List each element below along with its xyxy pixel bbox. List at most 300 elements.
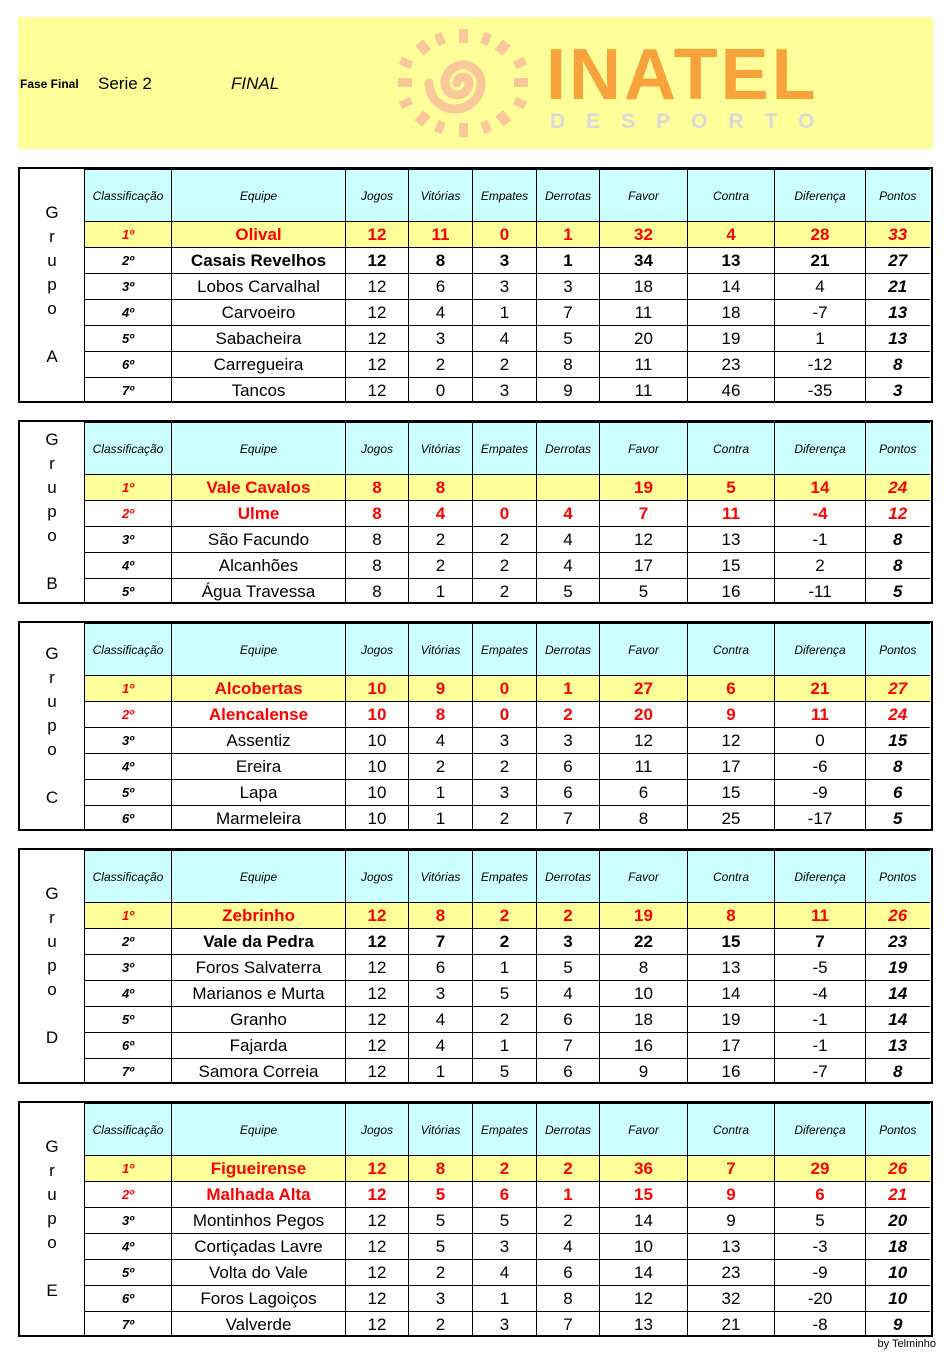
cell-pos: 3º <box>85 274 172 300</box>
cell-e: 4 <box>473 1260 537 1286</box>
cell-v: 11 <box>409 222 473 248</box>
cell-f: 19 <box>600 903 688 929</box>
cell-c: 9 <box>688 1208 775 1234</box>
cell-v: 4 <box>409 300 473 326</box>
table-header-row <box>85 624 930 676</box>
group-label-char: B <box>46 574 58 593</box>
logo-inatel: INATEL <box>546 35 819 115</box>
cell-j: 12 <box>346 1007 409 1033</box>
cell-pts: 6 <box>866 780 930 806</box>
cell-pts: 5 <box>866 579 930 605</box>
cell-pos: 7º <box>85 1059 172 1085</box>
cell-pts: 10 <box>866 1260 930 1286</box>
cell-f: 10 <box>600 981 688 1007</box>
column-header: Equipe <box>172 851 346 903</box>
column-header: Contra <box>688 851 775 903</box>
cell-pts: 10 <box>866 1286 930 1312</box>
cell-e: 2 <box>473 579 537 605</box>
cell-pts: 14 <box>866 981 930 1007</box>
cell-v: 2 <box>409 527 473 553</box>
column-header: Jogos <box>346 170 409 222</box>
cell-e: 3 <box>473 1312 537 1338</box>
cell-d: 1 <box>537 222 600 248</box>
group-label-char: r <box>49 668 55 687</box>
cell-team: Ereira <box>172 754 346 780</box>
column-header: Classificação <box>85 851 172 903</box>
cell-e: 0 <box>473 702 537 728</box>
cell-pos: 4º <box>85 553 172 579</box>
cell-pts: 15 <box>866 728 930 754</box>
cell-pos: 2º <box>85 248 172 274</box>
table-row <box>85 527 930 553</box>
cell-f: 13 <box>600 1312 688 1338</box>
column-header: Vitórias <box>409 423 473 475</box>
cell-d: 7 <box>537 806 600 832</box>
standings-table <box>84 850 930 1084</box>
cell-e: 2 <box>473 903 537 929</box>
group-label-char: D <box>45 1028 59 1047</box>
cell-c: 9 <box>688 1182 775 1208</box>
cell-dif: -17 <box>775 806 866 832</box>
cell-d: 3 <box>537 728 600 754</box>
cell-c: 6 <box>688 676 775 702</box>
column-header: Vitórias <box>409 170 473 222</box>
group-block <box>18 420 933 604</box>
cell-dif: -20 <box>775 1286 866 1312</box>
cell-c: 5 <box>688 475 775 501</box>
table-row <box>85 780 930 806</box>
cell-team: São Facundo <box>172 527 346 553</box>
cell-j: 12 <box>346 1260 409 1286</box>
cell-pos: 5º <box>85 1260 172 1286</box>
cell-j: 10 <box>346 780 409 806</box>
cell-d: 3 <box>537 274 600 300</box>
cell-j: 12 <box>346 1286 409 1312</box>
column-header: Contra <box>688 1104 775 1156</box>
table-row <box>85 475 930 501</box>
cell-team: Olival <box>172 222 346 248</box>
group-label-char: G <box>45 1137 59 1156</box>
cell-v: 5 <box>409 1234 473 1260</box>
cell-pts: 8 <box>866 1059 930 1085</box>
cell-dif: 0 <box>775 728 866 754</box>
cell-v: 8 <box>409 475 473 501</box>
table-header-row <box>85 170 930 222</box>
cell-d: 6 <box>537 754 600 780</box>
cell-j: 10 <box>346 754 409 780</box>
cell-v: 8 <box>409 1156 473 1182</box>
cell-d: 5 <box>537 955 600 981</box>
table-row <box>85 1286 930 1312</box>
group-block <box>18 848 933 1084</box>
column-header: Equipe <box>172 624 346 676</box>
cell-team: Cortiçadas Lavre <box>172 1234 346 1260</box>
table-row <box>85 274 930 300</box>
column-header: Contra <box>688 423 775 475</box>
column-header: Favor <box>600 1104 688 1156</box>
cell-c: 4 <box>688 222 775 248</box>
column-header: Equipe <box>172 170 346 222</box>
table-row <box>85 955 930 981</box>
cell-pts: 33 <box>866 222 930 248</box>
cell-d: 8 <box>537 1286 600 1312</box>
column-header: Diferença <box>775 423 866 475</box>
sun-spiral-icon <box>378 27 548 139</box>
cell-j: 12 <box>346 1033 409 1059</box>
cell-f: 36 <box>600 1156 688 1182</box>
cell-dif: 21 <box>775 676 866 702</box>
cell-pts: 21 <box>866 1182 930 1208</box>
column-header: Classificação <box>85 423 172 475</box>
cell-f: 15 <box>600 1182 688 1208</box>
table-row <box>85 1156 930 1182</box>
cell-pos: 4º <box>85 300 172 326</box>
column-header: Contra <box>688 624 775 676</box>
cell-d: 9 <box>537 378 600 404</box>
cell-e: 3 <box>473 378 537 404</box>
cell-dif: -9 <box>775 780 866 806</box>
cell-d: 4 <box>537 501 600 527</box>
column-header: Equipe <box>172 423 346 475</box>
group-label-char: r <box>49 227 55 246</box>
cell-c: 21 <box>688 1312 775 1338</box>
group-label-char: p <box>47 502 57 521</box>
cell-d: 2 <box>537 903 600 929</box>
column-header: Contra <box>688 170 775 222</box>
cell-pts: 18 <box>866 1234 930 1260</box>
cell-dif: -35 <box>775 378 866 404</box>
column-header: Pontos <box>866 624 930 676</box>
column-header: Pontos <box>866 423 930 475</box>
cell-c: 16 <box>688 579 775 605</box>
cell-d: 4 <box>537 1234 600 1260</box>
cell-f: 11 <box>600 754 688 780</box>
cell-c: 19 <box>688 1007 775 1033</box>
cell-dif: -8 <box>775 1312 866 1338</box>
cell-pts: 21 <box>866 274 930 300</box>
cell-d: 2 <box>537 1156 600 1182</box>
cell-v: 1 <box>409 806 473 832</box>
table-header-row <box>85 423 930 475</box>
cell-j: 8 <box>346 527 409 553</box>
cell-dif: -1 <box>775 527 866 553</box>
cell-pos: 5º <box>85 1007 172 1033</box>
cell-dif: 21 <box>775 248 866 274</box>
group-label-char: o <box>47 526 57 545</box>
cell-team: Carregueira <box>172 352 346 378</box>
cell-team: Assentiz <box>172 728 346 754</box>
cell-pos: 1º <box>85 475 172 501</box>
cell-v: 0 <box>409 378 473 404</box>
cell-team: Marmeleira <box>172 806 346 832</box>
cell-c: 23 <box>688 352 775 378</box>
cell-d: 7 <box>537 1033 600 1059</box>
group-label <box>20 850 85 1082</box>
group-label-char: p <box>47 716 57 735</box>
cell-team: Casais Revelhos <box>172 248 346 274</box>
group-label <box>20 169 85 401</box>
cell-d: 4 <box>537 981 600 1007</box>
cell-d: 1 <box>537 1182 600 1208</box>
cell-e: 3 <box>473 248 537 274</box>
cell-f: 9 <box>600 1059 688 1085</box>
cell-c: 18 <box>688 300 775 326</box>
cell-team: Vale da Pedra <box>172 929 346 955</box>
cell-j: 12 <box>346 300 409 326</box>
table-row <box>85 1033 930 1059</box>
cell-d: 6 <box>537 780 600 806</box>
cell-e: 5 <box>473 981 537 1007</box>
cell-d: 1 <box>537 676 600 702</box>
cell-e: 1 <box>473 300 537 326</box>
cell-c: 23 <box>688 1260 775 1286</box>
cell-e: 3 <box>473 274 537 300</box>
cell-pts: 8 <box>866 527 930 553</box>
column-header: Pontos <box>866 170 930 222</box>
table-row <box>85 728 930 754</box>
cell-pts: 8 <box>866 754 930 780</box>
cell-pts: 13 <box>866 326 930 352</box>
cell-pos: 5º <box>85 579 172 605</box>
column-header: Jogos <box>346 1104 409 1156</box>
cell-v: 6 <box>409 274 473 300</box>
cell-c: 13 <box>688 248 775 274</box>
table-row <box>85 1059 930 1085</box>
column-header: Empates <box>473 170 537 222</box>
cell-team: Granho <box>172 1007 346 1033</box>
cell-v: 3 <box>409 981 473 1007</box>
cell-pos: 6º <box>85 806 172 832</box>
cell-f: 32 <box>600 222 688 248</box>
cell-f: 14 <box>600 1260 688 1286</box>
table-row <box>85 300 930 326</box>
cell-v: 2 <box>409 553 473 579</box>
cell-f: 5 <box>600 579 688 605</box>
cell-c: 25 <box>688 806 775 832</box>
cell-dif: 6 <box>775 1182 866 1208</box>
cell-j: 12 <box>346 326 409 352</box>
column-header: Vitórias <box>409 624 473 676</box>
group-label-char: G <box>45 430 59 449</box>
cell-d: 6 <box>537 1059 600 1085</box>
cell-pos: 7º <box>85 378 172 404</box>
cell-dif: -3 <box>775 1234 866 1260</box>
cell-pos: 2º <box>85 929 172 955</box>
cell-dif: 11 <box>775 702 866 728</box>
cell-d: 6 <box>537 1007 600 1033</box>
cell-j: 12 <box>346 378 409 404</box>
group-label-char: o <box>47 740 57 759</box>
group-label-char: u <box>47 478 57 497</box>
standings-table <box>84 623 930 831</box>
cell-dif: 1 <box>775 326 866 352</box>
group-label-char: u <box>47 932 57 951</box>
cell-j: 8 <box>346 475 409 501</box>
cell-d: 5 <box>537 579 600 605</box>
cell-c: 32 <box>688 1286 775 1312</box>
cell-v: 8 <box>409 248 473 274</box>
group-label-char: p <box>47 1209 57 1228</box>
column-header: Favor <box>600 423 688 475</box>
group-label <box>20 422 85 602</box>
cell-c: 15 <box>688 553 775 579</box>
cell-pos: 3º <box>85 728 172 754</box>
cell-f: 11 <box>600 378 688 404</box>
cell-pts: 24 <box>866 702 930 728</box>
column-header: Derrotas <box>537 851 600 903</box>
column-header: Vitórias <box>409 851 473 903</box>
cell-dif: -11 <box>775 579 866 605</box>
cell-pts: 19 <box>866 955 930 981</box>
cell-pos: 4º <box>85 981 172 1007</box>
cell-pos: 2º <box>85 702 172 728</box>
cell-j: 8 <box>346 501 409 527</box>
cell-pts: 12 <box>866 501 930 527</box>
cell-j: 12 <box>346 929 409 955</box>
cell-e: 3 <box>473 728 537 754</box>
cell-dif: -7 <box>775 1059 866 1085</box>
cell-pos: 5º <box>85 326 172 352</box>
cell-pos: 6º <box>85 1286 172 1312</box>
cell-d: 4 <box>537 553 600 579</box>
cell-team: Zebrinho <box>172 903 346 929</box>
group-label-char: r <box>49 454 55 473</box>
cell-v: 2 <box>409 352 473 378</box>
table-row <box>85 1312 930 1338</box>
cell-pts: 26 <box>866 1156 930 1182</box>
cell-pts: 8 <box>866 553 930 579</box>
cell-pos: 5º <box>85 780 172 806</box>
column-header: Pontos <box>866 1104 930 1156</box>
group-label <box>20 623 85 829</box>
column-header: Diferença <box>775 624 866 676</box>
cell-c: 7 <box>688 1156 775 1182</box>
cell-e: 2 <box>473 1156 537 1182</box>
cell-team: Foros Salvaterra <box>172 955 346 981</box>
group-label-char: p <box>47 956 57 975</box>
cell-f: 17 <box>600 553 688 579</box>
cell-c: 14 <box>688 274 775 300</box>
cell-j: 12 <box>346 903 409 929</box>
cell-pos: 4º <box>85 1234 172 1260</box>
cell-e: 2 <box>473 553 537 579</box>
cell-dif: -12 <box>775 352 866 378</box>
cell-dif: 7 <box>775 929 866 955</box>
cell-pos: 2º <box>85 501 172 527</box>
cell-c: 16 <box>688 1059 775 1085</box>
phase-label: Fase Final <box>20 77 79 91</box>
column-header: Equipe <box>172 1104 346 1156</box>
cell-f: 12 <box>600 527 688 553</box>
cell-pts: 20 <box>866 1208 930 1234</box>
cell-f: 34 <box>600 248 688 274</box>
cell-j: 12 <box>346 981 409 1007</box>
cell-dif: 29 <box>775 1156 866 1182</box>
cell-d: 7 <box>537 300 600 326</box>
cell-team: Carvoeiro <box>172 300 346 326</box>
cell-e: 5 <box>473 1059 537 1085</box>
table-header-row <box>85 1104 930 1156</box>
group-label-char: p <box>47 275 57 294</box>
standings-table <box>84 422 930 604</box>
cell-dif: -1 <box>775 1033 866 1059</box>
table-row <box>85 553 930 579</box>
cell-pts: 24 <box>866 475 930 501</box>
cell-f: 8 <box>600 806 688 832</box>
cell-v: 1 <box>409 579 473 605</box>
group-label-char: C <box>45 788 59 807</box>
cell-f: 20 <box>600 326 688 352</box>
cell-f: 27 <box>600 676 688 702</box>
group-label-char: A <box>46 347 58 366</box>
cell-dif: 28 <box>775 222 866 248</box>
cell-c: 15 <box>688 780 775 806</box>
cell-team: Vale Cavalos <box>172 475 346 501</box>
table-row <box>85 702 930 728</box>
group-label-char: G <box>45 644 59 663</box>
cell-dif: 2 <box>775 553 866 579</box>
cell-pos: 6º <box>85 352 172 378</box>
cell-d: 2 <box>537 702 600 728</box>
cell-team: Figueirense <box>172 1156 346 1182</box>
cell-d: 4 <box>537 527 600 553</box>
table-row <box>85 1007 930 1033</box>
cell-j: 12 <box>346 1234 409 1260</box>
column-header: Derrotas <box>537 1104 600 1156</box>
cell-e: 5 <box>473 1208 537 1234</box>
cell-f: 18 <box>600 1007 688 1033</box>
column-header: Favor <box>600 624 688 676</box>
cell-j: 12 <box>346 1182 409 1208</box>
cell-pos: 6º <box>85 1033 172 1059</box>
column-header: Derrotas <box>537 170 600 222</box>
cell-pos: 3º <box>85 527 172 553</box>
cell-e: 3 <box>473 780 537 806</box>
cell-f: 12 <box>600 1286 688 1312</box>
cell-e: 0 <box>473 222 537 248</box>
group-label-char: E <box>46 1281 58 1300</box>
column-header: Derrotas <box>537 624 600 676</box>
cell-team: Lobos Carvalhal <box>172 274 346 300</box>
cell-j: 12 <box>346 1156 409 1182</box>
column-header: Empates <box>473 1104 537 1156</box>
cell-c: 19 <box>688 326 775 352</box>
cell-dif: -4 <box>775 501 866 527</box>
column-header: Favor <box>600 851 688 903</box>
standings-table <box>84 169 930 403</box>
table-row <box>85 806 930 832</box>
column-header: Jogos <box>346 624 409 676</box>
column-header: Jogos <box>346 423 409 475</box>
cell-e: 0 <box>473 676 537 702</box>
cell-e: 2 <box>473 929 537 955</box>
cell-dif: -1 <box>775 1007 866 1033</box>
cell-e: 0 <box>473 501 537 527</box>
cell-c: 13 <box>688 955 775 981</box>
cell-v: 7 <box>409 929 473 955</box>
cell-f: 22 <box>600 929 688 955</box>
table-row <box>85 676 930 702</box>
cell-pos: 1º <box>85 1156 172 1182</box>
cell-team: Lapa <box>172 780 346 806</box>
cell-e <box>473 475 537 501</box>
column-header: Diferença <box>775 1104 866 1156</box>
column-header: Vitórias <box>409 1104 473 1156</box>
cell-f: 6 <box>600 780 688 806</box>
cell-f: 11 <box>600 352 688 378</box>
cell-pos: 4º <box>85 754 172 780</box>
cell-dif: -4 <box>775 981 866 1007</box>
